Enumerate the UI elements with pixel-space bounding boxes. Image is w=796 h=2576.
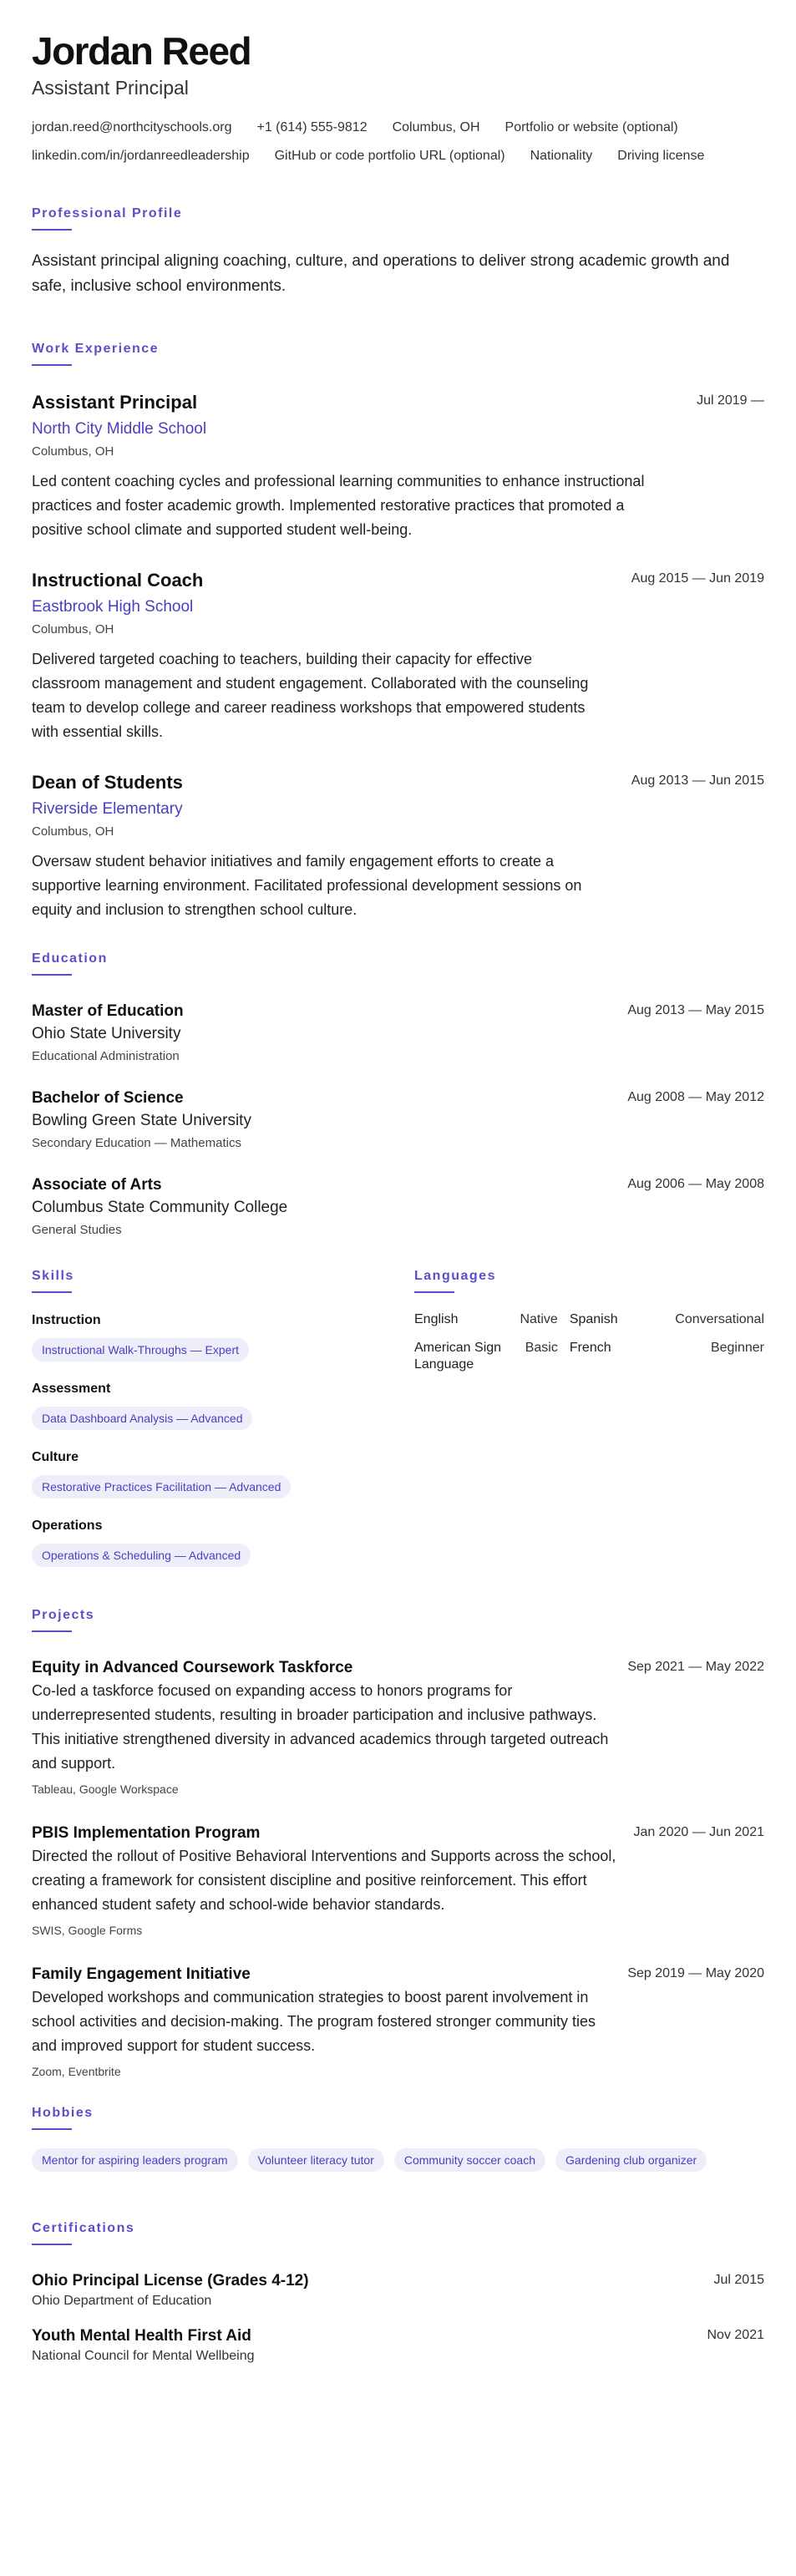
section-divider <box>32 1291 72 1293</box>
hobby-tag: Mentor for aspiring leaders program <box>32 2148 238 2172</box>
hobby-tag: Community soccer coach <box>394 2148 545 2172</box>
edu-degree: Associate of Arts <box>32 1176 162 1194</box>
cert-title: Youth Mental Health First Aid <box>32 2327 251 2345</box>
skill-tag: Data Dashboard Analysis — Advanced <box>32 1407 252 1430</box>
section-heading: Work Experience <box>32 342 160 356</box>
education-entry <box>32 1088 764 1153</box>
cert-date: Nov 2021 <box>707 2328 764 2342</box>
job-description: Led content coaching cycles and professional learning communities to enhance instructional practices and foster academic growth. Implemented restorative practices that promoted a positive school climate and supported student well-being. <box>32 473 645 538</box>
skill-category: Assessment <box>32 1382 111 1396</box>
section-heading: Languages <box>414 1269 496 1283</box>
languages-list <box>414 1311 764 1373</box>
project-tools: Tableau, Google Workspace <box>32 1782 179 1796</box>
job-title: Assistant Principal <box>32 392 198 413</box>
contact-nationality: Nationality <box>530 149 593 163</box>
contact-driving-license: Driving license <box>617 149 705 163</box>
edu-school: Columbus State Community College <box>32 1199 288 1216</box>
cert-issuer: National Council for Mental Wellbeing <box>32 2349 255 2363</box>
contact-linkedin[interactable]: linkedin.com/in/jordanreedleadership <box>32 149 250 163</box>
section-divider <box>32 2128 72 2130</box>
project-entry <box>32 1657 764 1798</box>
profile-summary: Assistant principal aligning coaching, culture, and operations to deliver strong academic growth and safe, inclusive school environments. <box>32 252 730 295</box>
job-description: Delivered targeted coaching to teachers, building their capacity for effective classroom management and student engagement. Collaborated with the counseling team to develop college and career readiness workshops that empowered students with essential skills. <box>32 651 589 740</box>
job-entry <box>32 391 764 542</box>
cert-title: Ohio Principal License (Grades 4-12) <box>32 2272 309 2289</box>
project-title: Family Engagement Initiative <box>32 1965 251 1983</box>
contact-location: Columbus, OH <box>392 120 480 134</box>
skill-tag: Restorative Practices Facilitation — Advanced <box>32 1475 291 1498</box>
skill-category: Culture <box>32 1450 79 1464</box>
cert-issuer: Ohio Department of Education <box>32 2294 212 2308</box>
section-divider <box>32 2244 72 2245</box>
edu-field: General Studies <box>32 1223 122 1237</box>
project-description: Developed workshops and communication strategies to boost parent involvement in school activities and decision-making. The program fostered stronger community ties and improved support for student success. <box>32 1989 596 2054</box>
project-tools: SWIS, Google Forms <box>32 1924 143 1937</box>
skill-category: Operations <box>32 1519 103 1533</box>
section-divider <box>414 1291 454 1293</box>
section-heading: Education <box>32 951 108 966</box>
hobby-tag: Gardening club organizer <box>555 2148 707 2172</box>
edu-school: Bowling Green State University <box>32 1112 251 1129</box>
section-divider <box>32 364 72 366</box>
language-level: Conversational <box>675 1312 764 1326</box>
language-level: Basic <box>525 1341 558 1355</box>
candidate-title: Assistant Principal <box>32 77 189 99</box>
contact-github[interactable]: GitHub or code portfolio URL (optional) <box>274 149 505 163</box>
language-name: French <box>569 1341 611 1355</box>
job-entry <box>32 771 764 922</box>
skills-column <box>32 1268 399 1585</box>
hobbies-list <box>32 2148 764 2185</box>
language-level: Native <box>520 1312 558 1326</box>
job-company: Eastbrook High School <box>32 598 194 616</box>
experience-section <box>32 341 764 922</box>
contact-email[interactable]: jordan.reed@northcityschools.org <box>32 120 232 134</box>
section-divider <box>32 974 72 976</box>
education-entry <box>32 1174 764 1240</box>
section-divider <box>32 229 72 231</box>
languages-column <box>414 1268 764 1585</box>
education-entry <box>32 1001 764 1066</box>
skill-tag: Instructional Walk-Throughs — Expert <box>32 1338 249 1362</box>
contact-phone[interactable]: +1 (614) 555-9812 <box>256 120 368 134</box>
section-heading: Projects <box>32 1608 95 1622</box>
job-entry <box>32 569 764 744</box>
edu-date: Aug 2008 — May 2012 <box>627 1090 764 1104</box>
resume-header <box>32 28 764 170</box>
hobby-tag: Volunteer literacy tutor <box>248 2148 384 2172</box>
candidate-name: Jordan Reed <box>32 29 251 73</box>
edu-degree: Master of Education <box>32 1002 184 1020</box>
edu-field: Educational Administration <box>32 1049 180 1063</box>
contact-portfolio[interactable]: Portfolio or website (optional) <box>504 120 678 134</box>
skill-category: Instruction <box>32 1313 101 1327</box>
section-heading: Certifications <box>32 2221 135 2235</box>
job-location: Columbus, OH <box>32 622 114 636</box>
education-section <box>32 951 764 1240</box>
profile-section <box>32 205 764 299</box>
project-entry <box>32 1964 764 2080</box>
job-title: Dean of Students <box>32 772 183 793</box>
section-heading: Hobbies <box>32 2106 94 2120</box>
project-title: PBIS Implementation Program <box>32 1824 261 1842</box>
edu-date: Aug 2013 — May 2015 <box>627 1003 764 1017</box>
skills-languages-section <box>32 1268 764 1585</box>
section-divider <box>32 1630 72 1632</box>
project-entry <box>32 1823 764 1939</box>
project-date: Jan 2020 — Jun 2021 <box>633 1825 764 1839</box>
edu-field: Secondary Education — Mathematics <box>32 1136 241 1150</box>
job-date: Jul 2019 — <box>697 393 764 408</box>
job-location: Columbus, OH <box>32 824 114 839</box>
language-level: Beginner <box>710 1341 764 1355</box>
edu-school: Ohio State University <box>32 1025 181 1042</box>
job-date: Aug 2015 — Jun 2019 <box>631 571 764 586</box>
language-name: American Sign Language <box>414 1341 502 1372</box>
job-company: North City Middle School <box>32 420 207 438</box>
project-description: Directed the rollout of Positive Behavioral Interventions and Supports across the school, creating a framework for consistent discipline and positive reinforcement. This effort enhanced student safety and school-wide behavior standards. <box>32 1848 616 1913</box>
job-date: Aug 2013 — Jun 2015 <box>631 773 764 788</box>
projects-section <box>32 1607 764 2080</box>
edu-degree: Bachelor of Science <box>32 1089 184 1107</box>
project-tools: Zoom, Eventbrite <box>32 2065 121 2078</box>
section-heading: Professional Profile <box>32 206 183 221</box>
project-date: Sep 2019 — May 2020 <box>627 1966 764 1980</box>
language-name: Spanish <box>569 1312 618 1326</box>
edu-date: Aug 2006 — May 2008 <box>627 1177 764 1191</box>
job-title: Instructional Coach <box>32 570 204 591</box>
certification-entry <box>32 2325 764 2366</box>
job-location: Columbus, OH <box>32 444 114 459</box>
contact-list <box>32 114 764 170</box>
project-title: Equity in Advanced Coursework Taskforce <box>32 1659 353 1676</box>
language-name: English <box>414 1312 459 1326</box>
section-heading: Skills <box>32 1269 74 1283</box>
cert-date: Jul 2015 <box>713 2273 764 2287</box>
job-company: Riverside Elementary <box>32 800 183 818</box>
job-description: Oversaw student behavior initiatives and family engagement efforts to create a supportive learning environment. Facilitated professional development sessions on equity and inclusion to strengthen school culture. <box>32 853 582 918</box>
certification-entry <box>32 2270 764 2310</box>
skill-tag: Operations & Scheduling — Advanced <box>32 1544 251 1567</box>
project-date: Sep 2021 — May 2022 <box>627 1660 764 1674</box>
hobbies-section <box>32 2105 764 2185</box>
certifications-section <box>32 2220 764 2366</box>
project-description: Co-led a taskforce focused on expanding access to honors programs for underrepresented students, resulting in broader participation and inclusive pathways. This initiative strengthened diversity in advanced academics through targeted outreach and support. <box>32 1682 609 1772</box>
